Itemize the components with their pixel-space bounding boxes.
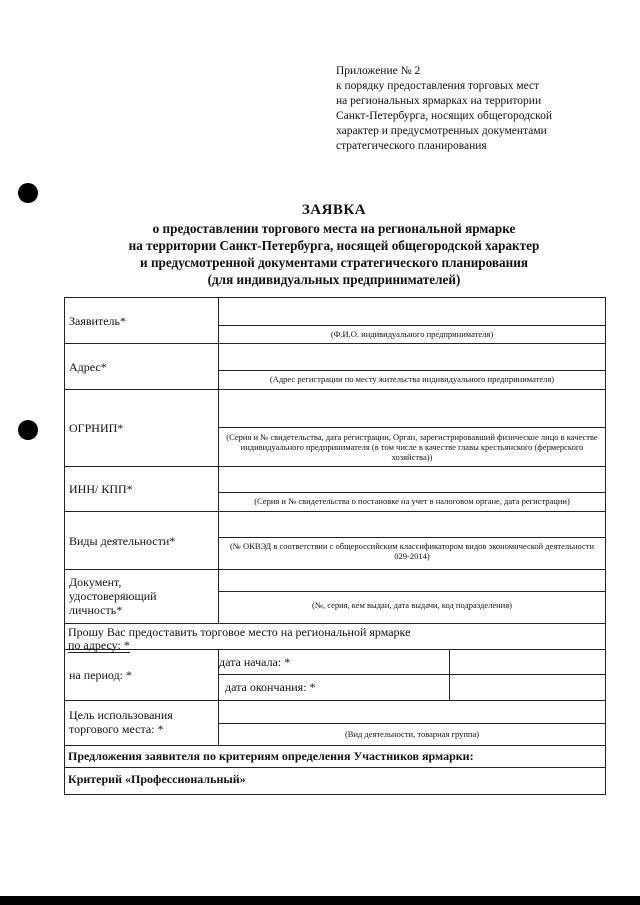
- title-main: ЗАЯВКА: [301, 202, 367, 218]
- ogrnip-field[interactable]: [219, 390, 605, 466]
- title-line: (для индивидуальных предпринимателей): [207, 272, 461, 287]
- row-ogrnip: [65, 390, 605, 467]
- title-line: и предусмотренной документами стратегического планирования: [140, 255, 528, 270]
- row-inn: [65, 467, 605, 512]
- row-purpose: [65, 701, 605, 746]
- appendix-note: [336, 64, 552, 154]
- ogrnip-hint: (Серия и № свидетельства, дата регистрации, Орган, зарегистрировавший физическое лицо в качестве индивидуального предпринимателя (в том числе в качестве главы крестьянского (фермерского хозяйства)): [226, 432, 598, 462]
- purpose-label-line: торгового места: *: [69, 722, 164, 736]
- period-start-label: дата начала: *: [219, 655, 291, 669]
- punch-hole-top: [18, 183, 38, 203]
- period-end-field[interactable]: [450, 675, 605, 700]
- row-applicant: [65, 298, 605, 344]
- purpose-field[interactable]: [219, 701, 605, 745]
- inn-label: ИНН/ КПП*: [65, 467, 219, 511]
- purpose-label-line: Цель использования: [69, 708, 173, 722]
- title-line: о предоставлении торгового места на региональной ярмарке: [152, 221, 516, 236]
- activities-hint: (№ ОКВЭД в соответствии с общероссийским классификатором видов экономической деятельности 029-2014): [229, 541, 595, 561]
- scan-edge-bar: [0, 896, 640, 905]
- proposals-heading: Предложения заявителя по критериям определения Участников ярмарки:: [68, 749, 474, 763]
- appendix-line: Санкт-Петербурга, носящих общегородской: [336, 110, 552, 122]
- appendix-line: характер и предусмотренных документами: [336, 125, 547, 137]
- id-doc-label: [65, 570, 219, 623]
- address-field[interactable]: [219, 344, 605, 389]
- row-request: [65, 624, 605, 650]
- inn-field[interactable]: [219, 467, 605, 511]
- period-end-label: дата окончания: *: [225, 680, 316, 694]
- id-doc-label-line: удостоверяющий: [69, 589, 157, 603]
- address-hint: (Адрес регистрации по месту жительства индивидуального предпринимателя): [269, 374, 555, 384]
- address-label: Адрес*: [65, 344, 219, 389]
- id-doc-label-line: Документ,: [69, 575, 122, 589]
- id-doc-hint: (№, серия, кем выдан, дата выдачи, код подразделения): [312, 600, 512, 610]
- title-line: на территории Санкт-Петербурга, носящей общегородской характер: [128, 238, 540, 253]
- row-activities: [65, 512, 605, 570]
- request-line: Прошу Вас предоставить торговое место на региональной ярмарке: [68, 625, 411, 639]
- appendix-line: на региональных ярмарках на территории: [336, 95, 542, 107]
- purpose-hint: (Вид деятельности, товарная группа): [344, 729, 480, 739]
- period-start-field[interactable]: [450, 650, 605, 674]
- activities-label: Виды деятельности*: [65, 512, 219, 569]
- appendix-line: к порядку предоставления торговых мест: [336, 80, 540, 92]
- row-proposals: [65, 746, 605, 768]
- row-criterion: [65, 768, 605, 794]
- appendix-line: стратегического планирования: [336, 140, 487, 152]
- document-title: [60, 200, 608, 288]
- row-id-document: [65, 570, 605, 624]
- applicant-hint: (Ф.И.О. индивидуального предпринимателя): [330, 329, 494, 339]
- applicant-label: Заявитель*: [65, 298, 219, 343]
- purpose-label: [65, 701, 219, 745]
- punch-hole-bottom: [18, 420, 38, 440]
- request-address-label: по адресу: *: [68, 638, 130, 652]
- ogrnip-label: ОГРНИП*: [65, 390, 219, 466]
- period-label: на период: *: [65, 650, 219, 700]
- row-period: [65, 650, 605, 701]
- id-doc-label-line: личность*: [69, 603, 123, 617]
- activities-field[interactable]: [219, 512, 605, 569]
- application-form: [64, 297, 606, 795]
- id-doc-field[interactable]: [219, 570, 605, 623]
- applicant-field[interactable]: [219, 298, 605, 343]
- row-address: [65, 344, 605, 390]
- appendix-line: Приложение № 2: [336, 65, 421, 77]
- inn-hint: (Серия и № свидетельства о постановке на учет в налоговом органе, дата регистрации): [254, 496, 570, 506]
- criterion-heading: Критерий «Профессиональный»: [68, 772, 246, 786]
